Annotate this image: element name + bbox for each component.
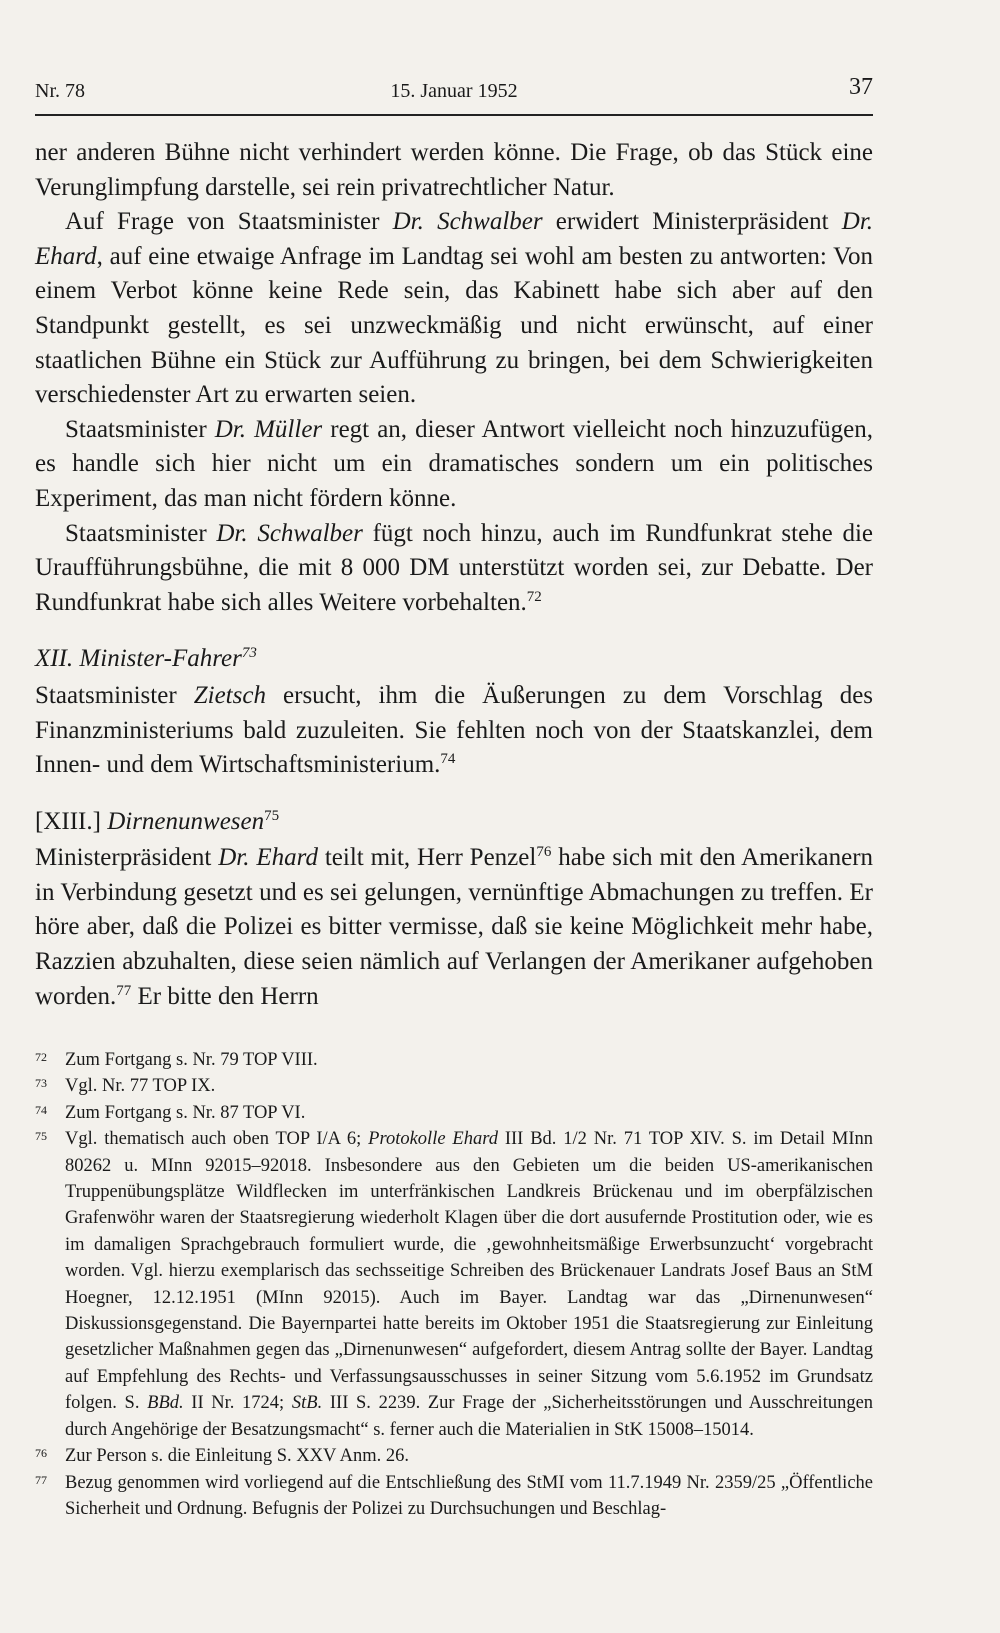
main-text [35,136,873,1014]
footnote: 72 Zum Fortgang s. Nr. 79 TOP VIII. [35,1050,318,1070]
person-name: Schwalber [437,208,543,236]
person-name: Ehard [35,242,97,270]
person-name: Zietsch [193,681,266,709]
paragraph: Staatsminister Dr. Schwalber fügt noch hinzu, auch im Rundfunkrat stehe die Uraufführungsbühne, die mit 8 000 DM unterstützt worden sei, zur Debatte. Der Rundfunkrat habe sich alles Weitere vorbehalten.$^{72}$ [35,519,873,616]
running-header [35,72,873,106]
footnote-ref: 77 [116,982,132,999]
paragraph: ner anderen Bühne nicht verhindert werden könne. Die Frage, ob das Stück eine Verunglimpfung darstelle, sei rein privatrechtlicher Natur. [35,139,873,201]
footnote-ref: 73 [241,645,257,662]
header-rule [35,114,873,116]
header-date: 15. Januar 1952 [390,80,518,102]
footnote: 74 Zum Fortgang s. Nr. 87 TOP VI. [35,1102,306,1123]
document-number: Nr. 78 [35,80,85,102]
footnote: 73 Vgl. Nr. 77 TOP IX. [35,1076,216,1097]
footnote-ref: 76 [536,844,552,861]
paragraph: Auf Frage von Staatsminister Dr. Schwalber erwidert Ministerpräsident Dr. Ehard, auf eine etwaige Anfrage im Landtag sei wohl am besten zu antworten: Von einem Verbot könne keine Rede sein, das Kabinett habe sich aber auf den Standpunkt gestellt, es sei unzweckmäßig und nicht erwünscht, auf einer staatlichen Bühne ein Stück zur Aufführung zu bringen, bei dem Schwierigkeiten verschiedenster Art zu erwarten seien. [35,208,874,409]
person-name: Müller [254,415,323,443]
section-heading: [XIII.] Dirnenunwesen$^{75}$ [35,807,280,835]
footnote: 76 Zur Person s. die Einleitung S. XXV Anm. 26. [35,1446,409,1467]
paragraph: Ministerpräsident Dr. Ehard teilt mit, Herr Penzel$^{76}$ habe sich mit den Amerikanern in Verbindung gesetzt und es sei gelungen, vernünftige Abmachungen zu treffen. Er höre aber, daß die Polizei es bitter vermisse, daß sie keine Möglichkeit mehr habe, Razzien abzuhalten, diese seien nämlich auf Verlangen der Amerikaner aufgehoben worden.$^{77}$ Er bitte den Herrn [35,844,874,1010]
paragraph: Staatsminister Dr. Müller regt an, dieser Antwort vielleicht noch hinzuzufügen, es handle sich hier nicht um ein dramatisches sondern um ein politisches Experiment, das man nicht fördern könne. [35,415,874,512]
footnote-ref: 74 [440,751,456,768]
footnotes [35,1047,873,1522]
person-name: Schwalber [257,519,363,547]
footnote-ref: 72 [526,588,542,605]
paragraph: Staatsminister Zietsch ersucht, ihm die Äußerungen zu dem Vorschlag des Finanzministeriums bald zuzuleiten. Sie fehlten noch von der Staatskanzlei, dem Innen- und dem Wirtschaftsministerium.$^{74}$ [35,681,874,779]
footnote: 77 Bezug genommen wird vorliegend auf die Entschließung des StMI vom 11.7.1949 Nr. 2359/25 „Öffentliche Sicherheit und Ordnung. Befugnis der Polizei zu Durchsuchungen und Beschlag- [35,1472,873,1519]
footnote-ref: 75 [264,807,280,824]
person-name: Ehard [256,844,318,872]
page-number: 37 [849,74,873,100]
footnote: 75 Vgl. thematisch auch oben TOP I/A 6; Protokolle Ehard III Bd. 1/2 Nr. 71 TOP XIV. S. im Detail MInn 80262 u. MInn 92015–92018. Insbesondere aus den Gebieten um die beiden US-amerikanischen Truppenübungsplätze Wildflecken im unterfränkischen Landkreis Brückenau und im oberpfälzischen Grafenwöhr waren der Staatsregierung wiederholt Klagen über die dort ausufernde Prostitution oder, wie es im damaligen Sprachgebrauch formuliert wurde, die ‚gewohnheitsmäßige Erwerbsunzucht‘ vorgebracht worden. Vgl. hierzu exemplarisch das sechsseitige Schreiben des Brückenauer Landrats Josef Baus an StM Hoegner, 12.12.1951 (MInn 92015). Auch im Bayer. Landtag war das „Dirnenunwesen“ Diskussionsgegenstand. Die Bayernpartei hatte bereits im Oktober 1951 die Staatsregierung zur Einleitung gesetzlicher Maßnahmen gegen das „Dirnenunwesen“ aufgefordert, diesem Antrag sollte der Bayer. Landtag auf Empfehlung des Rechts- und Verfassungsausschusses in seiner Sitzung vom 5.6.1952 im Grundsatz folgen. S. BBd. II Nr. 1724; StB. III S. 2239. Zur Frage der „Sicherheitsstörungen und Ausschreitungen durch Angehörige der Besatzungsmacht“ s. ferner auch die Materialien in StK 15008–15014. [35,1129,874,1440]
section-heading: XII. Minister-Fahrer$^{73}$ [35,645,257,673]
